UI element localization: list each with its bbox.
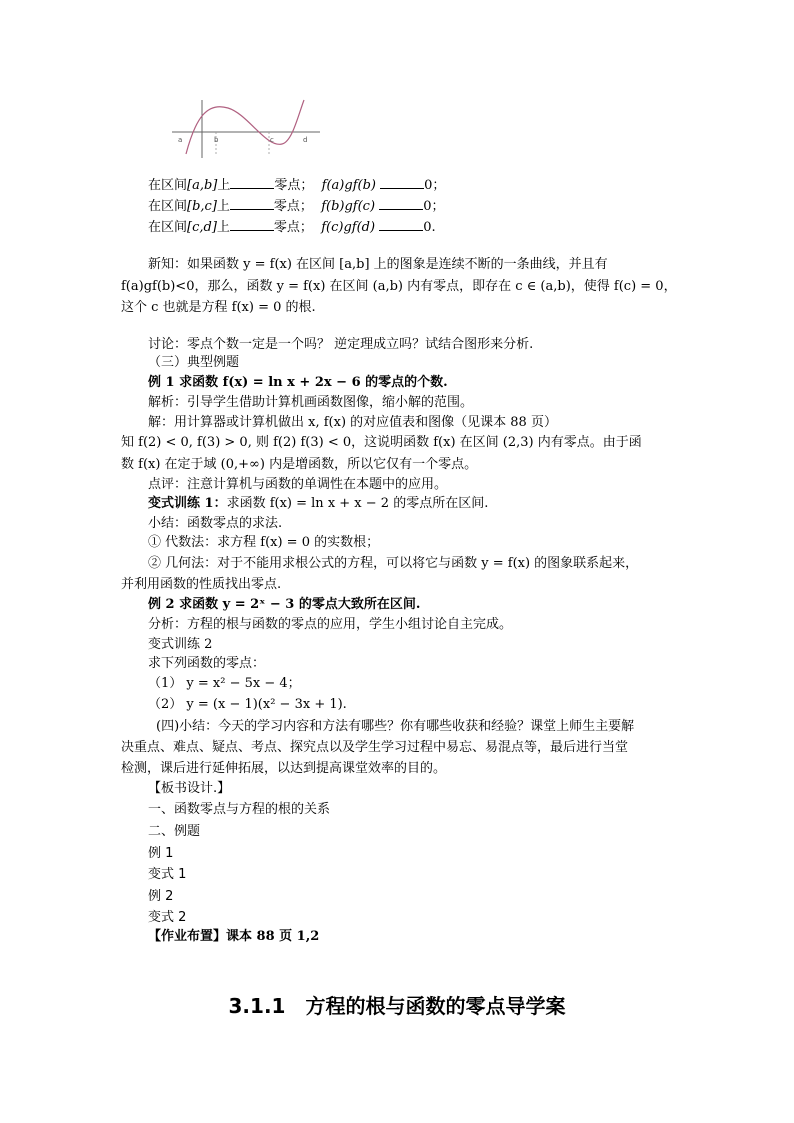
board-item-5: 例 2 bbox=[148, 889, 174, 904]
summary4-line3: 检测，课后进行延伸拓展，以达到提高课堂效率的目的。 bbox=[121, 761, 447, 776]
text: 0. bbox=[423, 220, 436, 235]
new-knowledge-line1: 新知：如果函数 y = f(x) 在区间 [a,b] 上的图象是连续不断的一条曲线，并且有 bbox=[148, 257, 608, 272]
solution-line1: 解：用计算器或计算机做出 x, f(x) 的对应值表和图像（见课本 88 页） bbox=[148, 415, 557, 430]
text: 零点； bbox=[273, 220, 313, 235]
homework bbox=[148, 929, 319, 945]
interval-line-1 bbox=[148, 178, 445, 194]
answer-blank[interactable] bbox=[230, 199, 274, 210]
answer-blank[interactable] bbox=[230, 178, 274, 189]
text: 在区间 bbox=[148, 220, 188, 235]
label-d: d bbox=[303, 136, 308, 144]
interval-line-2 bbox=[148, 199, 444, 215]
text: 零点； bbox=[274, 178, 314, 193]
board-item-3: 例 1 bbox=[148, 846, 174, 861]
solution-line3: 数 f(x) 在定于域 (0,+∞) 内是增函数，所以它仅有一个零点。 bbox=[121, 457, 478, 472]
method-2-cont: 并利用函数的性质找出零点. bbox=[121, 577, 282, 592]
text: 在区间 bbox=[148, 178, 188, 193]
label-c: c bbox=[270, 136, 274, 144]
expr: f(b)gf(c) bbox=[321, 199, 376, 214]
summary bbox=[148, 516, 282, 532]
text: 上 bbox=[217, 178, 231, 193]
comment-1: 点评：注意计算机与函数的单调性在本题中的应用。 bbox=[148, 477, 448, 492]
summary-label: 小结： bbox=[148, 516, 188, 531]
board-item-2: 二、例题 bbox=[148, 824, 201, 839]
answer-blank[interactable] bbox=[379, 199, 423, 210]
ex2: 例 2 求函数 y = 2ˣ − 3 的零点大致所在区间. bbox=[148, 597, 421, 612]
summary-text: 函数零点的求法. bbox=[187, 516, 283, 531]
variant1-text: 求函数 f(x) = ln x + x − 2 的零点所在区间. bbox=[226, 496, 489, 511]
variant-2-item2: （2） y = (x − 1)(x² − 3x + 1). bbox=[148, 697, 347, 712]
variant1-label: 变式训练 1： bbox=[148, 496, 227, 511]
expr: f(c)gf(d) bbox=[321, 220, 376, 235]
variant-2-text: 求下列函数的零点： bbox=[148, 656, 266, 671]
analysis-1: 解析：引导学生借助计算机画函数图像，缩小解的范围。 bbox=[148, 395, 474, 410]
expr: f(a)gf(b) bbox=[321, 178, 376, 193]
text: 0； bbox=[424, 178, 446, 193]
variant-2-label: 变式训练 2 bbox=[148, 637, 213, 652]
method-1: ① 代数法：求方程 f(x) = 0 的实数根； bbox=[148, 535, 380, 550]
discussion: 讨论：零点个数一定是一个吗？ 逆定理成立吗？试结合图形来分析. bbox=[148, 337, 534, 352]
new-knowledge-line2: f(a)gf(b)<0，那么，函数 y = f(x) 在区间 (a,b) 内有零点，即存在 c ∈ (a,b)，使得 f(c) = 0， bbox=[121, 279, 677, 294]
answer-blank[interactable] bbox=[230, 220, 274, 231]
board-item-1: 一、函数零点与方程的根的关系 bbox=[148, 802, 331, 817]
section-heading: （三）典型例题 bbox=[148, 355, 240, 370]
analysis-2: 分析：方程的根与函数的零点的应用，学生小组讨论自主完成。 bbox=[148, 617, 513, 632]
function-graph bbox=[170, 96, 320, 158]
answer-blank[interactable] bbox=[379, 220, 423, 231]
text: 在区间 bbox=[148, 199, 188, 214]
ex1: 例 1 求函数 f(x) = ln x + 2x − 6 的零点的个数. bbox=[148, 375, 448, 390]
document-title: 3.1.1 方程的根与函数的零点导学案 bbox=[228, 994, 566, 1018]
homework-text: 课本 88 页 1,2 bbox=[226, 929, 320, 944]
label-a: a bbox=[178, 136, 183, 144]
text: 上 bbox=[216, 220, 230, 235]
label-b: b bbox=[214, 136, 219, 144]
text: 0； bbox=[423, 199, 445, 214]
curve bbox=[186, 100, 304, 154]
variant-2-item1: （1） y = x² − 5x − 4； bbox=[148, 676, 301, 691]
summary4-line2: 决重点、难点、疑点、考点、探究点以及学生学习过程中易忘、易混点等，最后进行当堂 bbox=[121, 740, 629, 755]
board-title: 【板书设计.】 bbox=[148, 781, 231, 796]
interval: [c,d] bbox=[187, 220, 217, 235]
board-item-4: 变式 1 bbox=[148, 867, 187, 882]
text: 零点； bbox=[273, 199, 313, 214]
answer-blank[interactable] bbox=[380, 178, 424, 189]
summary4-line1: (四)小结：今天的学习内容和方法有哪些？你有哪些收获和经验？课堂上师生主要解 bbox=[156, 719, 635, 734]
interval: [b,c] bbox=[187, 199, 217, 214]
new-knowledge-line3: 这个 c 也就是方程 f(x) = 0 的根. bbox=[121, 300, 316, 315]
homework-label: 【作业布置】 bbox=[148, 929, 227, 944]
example-1 bbox=[148, 375, 448, 391]
interval: [a,b] bbox=[187, 178, 218, 193]
variant-1 bbox=[148, 496, 488, 512]
interval-line-3 bbox=[148, 220, 436, 236]
solution-line2: 知 f(2) < 0, f(3) > 0, 则 f(2) f(3) < 0，这说明函数 f(x) 在区间 (2,3) 内有零点。由于函 bbox=[121, 435, 642, 450]
example-2 bbox=[148, 597, 420, 613]
text: 上 bbox=[216, 199, 230, 214]
method-2: ② 几何法：对于不能用求根公式的方程，可以将它与函数 y = f(x) 的图象联系起来， bbox=[148, 556, 639, 571]
board-item-6: 变式 2 bbox=[148, 910, 187, 925]
